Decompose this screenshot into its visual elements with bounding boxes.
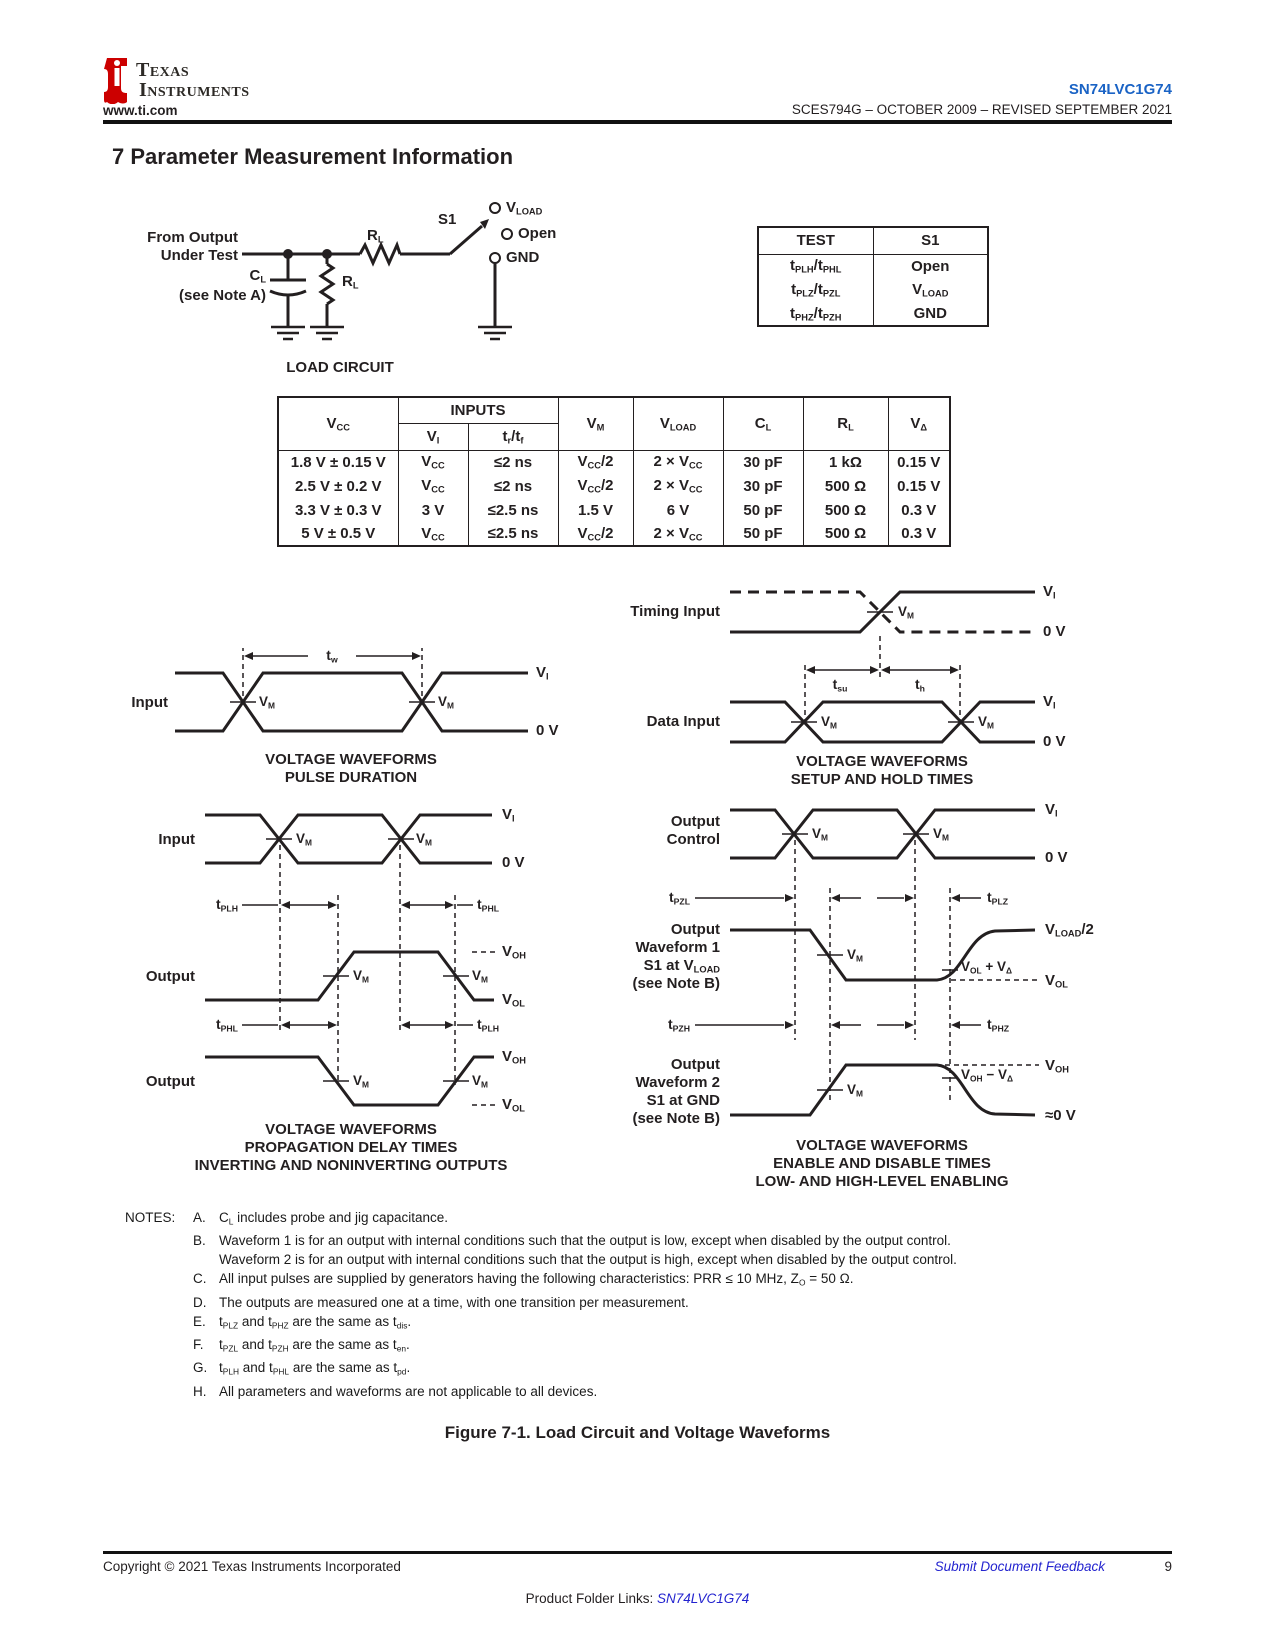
- table-cell: 0.3 V: [888, 522, 950, 546]
- note-letter: F.: [193, 1336, 204, 1352]
- cl-label: $C_L$: [249, 267, 266, 285]
- vm-label: $V_M$: [978, 714, 994, 731]
- vm-label: $V_M$: [259, 694, 275, 711]
- table-cell: 5 V ± 0.5 V: [301, 525, 376, 542]
- tphl-label: $t_{PHL}$: [477, 896, 500, 914]
- output-control-label-line2: Control: [666, 831, 720, 848]
- table-cell: ≤2 ns: [468, 450, 558, 474]
- notes-section: [125, 1208, 1170, 1401]
- table-cell: 3.3 V ± 0.3 V: [294, 501, 382, 519]
- vi-level-label: $V_I$: [536, 664, 549, 682]
- table-cell: 1 kΩ: [803, 450, 888, 474]
- submit-feedback-link[interactable]: Submit Document Feedback: [934, 1559, 1105, 1574]
- s1-pos-gnd-label: GND: [506, 249, 540, 266]
- vm-label: $V_M$: [438, 694, 454, 711]
- table-cell: 0.3 V: [888, 498, 950, 522]
- logo-brand-line1: Texas: [136, 59, 190, 81]
- voh-level-label: $V_{OH}$: [502, 943, 526, 961]
- load-circuit-diagram: [120, 192, 600, 387]
- table-cell: ≤2.5 ns: [468, 522, 558, 546]
- copyright-text: Copyright © 2021 Texas Instruments Incorporated: [103, 1559, 401, 1574]
- table-cell: 500 Ω: [803, 498, 888, 522]
- doc-revision-line: SCES794G – OCTOBER 2009 – REVISED SEPTEMBER 2021: [791, 102, 1172, 117]
- approx-zero-level-label: ≈0 V: [1045, 1107, 1076, 1124]
- vm-label: $V_M$: [296, 831, 312, 848]
- note-letter: A.: [193, 1210, 206, 1225]
- data-input-label: Data Input: [646, 713, 720, 730]
- tplh-label: $t_{PLH}$: [215, 896, 238, 914]
- vi-level-label: $V_I$: [1043, 583, 1056, 601]
- param-header-vcc: $V_{CC}$: [278, 397, 398, 450]
- page-number: 9: [1164, 1559, 1172, 1574]
- setup-hold-diagram: [615, 570, 1115, 795]
- waveform2-label-line4: (see Note B): [632, 1110, 720, 1127]
- table-cell: 50 pF: [723, 522, 803, 546]
- voh-level-label: $V_{OH}$: [1045, 1057, 1069, 1075]
- waveform2-label-line3: S1 at GND: [646, 1092, 720, 1109]
- waveform1-label-line1: Output: [670, 921, 720, 938]
- notes-label: NOTES:: [125, 1210, 176, 1225]
- param-header-vload: $V_{LOAD}$: [633, 397, 723, 450]
- ed-caption-line2: ENABLE AND DISABLE TIMES: [773, 1155, 991, 1172]
- vol-plus-vdelta-label: $V_{OL} + V_\Delta$: [961, 959, 1013, 976]
- note-letter: C.: [193, 1271, 207, 1287]
- note-text: $t_{PZL}$ and $t_{PZH}$ are the same as $t_{en}$.: [219, 1336, 410, 1354]
- waveform2-label-line2: Waveform 2: [635, 1074, 720, 1091]
- table-cell: $V_{CC}/2$: [558, 474, 633, 498]
- rl-shunt-label: $R_L$: [342, 273, 359, 291]
- note-text: All input pulses are supplied by generators having the following characteristics: PRR ≤ 10 MHz, $Z_O = 50$ Ω.: [219, 1271, 854, 1288]
- waveform2-label-line1: Output: [670, 1056, 720, 1073]
- note-letter: D.: [193, 1294, 207, 1310]
- vm-label: $V_M$: [353, 968, 369, 985]
- waveform1-label-line2: Waveform 1: [635, 939, 720, 956]
- pd-caption-line3: INVERTING AND NONINVERTING OUTPUTS: [194, 1157, 508, 1174]
- table-cell: 0.15 V: [888, 474, 950, 498]
- s1-label: S1: [438, 211, 457, 228]
- ed-caption-line3: LOW- AND HIGH-LEVEL ENABLING: [755, 1173, 1009, 1190]
- product-folder-line: [0, 1592, 1275, 1606]
- vm-label: $V_M$: [821, 714, 837, 731]
- setup-hold-caption-line2: SETUP AND HOLD TIMES: [790, 771, 974, 788]
- th-label: $t_h$: [915, 676, 925, 694]
- table-cell: 1.8 V ± 0.15 V: [290, 453, 386, 471]
- cl-note-label: (see Note A): [179, 287, 266, 304]
- voh-minus-vdelta-label: $V_{OH} - V_\Delta$: [961, 1067, 1013, 1084]
- vm-label: $V_M$: [353, 1073, 369, 1090]
- vol-level-label: $V_{OL}$: [502, 1096, 525, 1114]
- note-text: Waveform 1 is for an output with internal conditions such that the output is low, except when disabled by the output control.: [219, 1233, 951, 1249]
- zero-v-level-label: 0 V: [536, 722, 559, 739]
- pd-caption-line1: VOLTAGE WAVEFORMS: [265, 1121, 437, 1138]
- table-cell: ≤2.5 ns: [468, 498, 558, 522]
- tsu-label: $t_{su}$: [832, 676, 848, 694]
- table-cell: 500 Ω: [803, 522, 888, 546]
- vol-level-label: $V_{OL}$: [1045, 972, 1068, 990]
- note-text: Waveform 2 is for an output with internal conditions such that the output is high, except when disabled by the output control.: [219, 1252, 957, 1268]
- table-cell: 1.5 V: [558, 498, 633, 522]
- rl-series-label: $R_L$: [367, 227, 384, 245]
- product-folder-prefix: Product Folder Links:: [525, 1591, 654, 1606]
- footer-rule: [103, 1551, 1172, 1554]
- vm-label: $V_M$: [472, 1073, 488, 1090]
- test-table-header-test: TEST: [758, 227, 873, 254]
- table-cell: $V_{CC}/2$: [558, 450, 633, 474]
- param-header-trtf: $t_r/t_f$: [468, 423, 558, 450]
- table-cell: $2 \times V_{CC}$: [633, 474, 723, 498]
- header-rule: [103, 120, 1172, 124]
- figure-caption: Figure 7-1. Load Circuit and Voltage Waveforms: [444, 1423, 831, 1442]
- vi-level-label: $V_I$: [1043, 693, 1056, 711]
- timing-input-label: Timing Input: [630, 603, 720, 620]
- table-cell: 30 pF: [723, 474, 803, 498]
- param-header-vi: $V_I$: [398, 423, 468, 450]
- note-letter: B.: [193, 1233, 206, 1249]
- vload-half-level-label: $V_{LOAD}/2$: [1045, 921, 1094, 939]
- voh-level-label: $V_{OH}$: [502, 1048, 526, 1066]
- table-cell: Open: [873, 254, 988, 278]
- ti-logo-icon: [103, 56, 131, 104]
- enable-disable-svg: [615, 800, 1115, 1192]
- tpzh-label: $t_{PZH}$: [667, 1016, 690, 1034]
- note-letter: G.: [193, 1360, 208, 1376]
- from-output-label-line2: Under Test: [160, 247, 238, 264]
- note-text: All parameters and waveforms are not applicable to all devices.: [219, 1383, 598, 1399]
- pulse-caption-line1: VOLTAGE WAVEFORMS: [265, 751, 437, 768]
- table-cell: 0.15 V: [888, 450, 950, 474]
- table-cell: 6 V: [633, 498, 723, 522]
- waveform1-label-line3: S1 at $V_{LOAD}$: [643, 957, 720, 975]
- vm-label: $V_M$: [812, 826, 828, 843]
- note-text: $t_{PLH}$ and $t_{PHL}$ are the same as $t_{pd}$.: [219, 1360, 411, 1377]
- tplz-label: $t_{PLZ}$: [987, 889, 1009, 907]
- ed-caption-line1: VOLTAGE WAVEFORMS: [796, 1137, 968, 1154]
- table-cell: $V_{CC}$: [398, 450, 468, 474]
- note-text: The outputs are measured one at a time, with one transition per measurement.: [219, 1294, 689, 1310]
- table-cell: 3 V: [398, 498, 468, 522]
- pd-output1-label: Output: [145, 968, 195, 985]
- param-header-vdelta: $V_\Delta$: [888, 397, 950, 450]
- parameter-table: [277, 396, 951, 547]
- vi-level-label: $V_I$: [502, 806, 515, 824]
- zero-v-level-label: 0 V: [1043, 733, 1066, 750]
- note-text: $C_L$ includes probe and jig capacitance.: [219, 1210, 449, 1227]
- tpzl-label: $t_{PZL}$: [668, 889, 690, 907]
- param-header-vm: $V_M$: [558, 397, 633, 450]
- param-header-inputs: INPUTS: [398, 397, 558, 423]
- pd-caption-line2: PROPAGATION DELAY TIMES: [244, 1139, 458, 1156]
- table-cell: GND: [873, 302, 988, 326]
- vi-level-label: $V_I$: [1045, 801, 1058, 819]
- zero-v-level-label: 0 V: [502, 854, 525, 871]
- vm-label: $V_M$: [847, 947, 863, 964]
- tplh-label: $t_{PLH}$: [477, 1016, 500, 1034]
- table-cell: $V_{CC}$: [398, 474, 468, 498]
- setup-hold-caption-line1: VOLTAGE WAVEFORMS: [796, 753, 968, 770]
- table-cell: $V_{CC}/2$: [558, 522, 633, 546]
- load-circuit-caption: LOAD CIRCUIT: [286, 359, 394, 376]
- table-cell: ≤2 ns: [468, 474, 558, 498]
- s1-pos-open-label: Open: [518, 225, 557, 242]
- section-title: 7 Parameter Measurement Information: [112, 144, 514, 169]
- pd-output2-label: Output: [145, 1073, 195, 1090]
- table-cell: $2 \times V_{CC}$: [633, 522, 723, 546]
- zero-v-level-label: 0 V: [1045, 849, 1068, 866]
- tphl-label: $t_{PHL}$: [215, 1016, 238, 1034]
- table-cell: $2 \times V_{CC}$: [633, 450, 723, 474]
- pulse-input-label: Input: [131, 694, 168, 711]
- vol-level-label: $V_{OL}$: [502, 991, 525, 1009]
- pulse-duration-diagram: [120, 628, 582, 793]
- zero-v-level-label: 0 V: [1043, 623, 1066, 640]
- logo-brand-line2: Instruments: [139, 79, 250, 101]
- test-s1-table: [757, 226, 989, 327]
- pd-input-label: Input: [158, 831, 195, 848]
- enable-disable-diagram: [615, 800, 1115, 1192]
- waveform1-label-line4: (see Note B): [632, 975, 720, 992]
- table-cell: $t_{PLZ}/t_{PZL}$: [791, 281, 841, 299]
- table-cell: 50 pF: [723, 498, 803, 522]
- product-folder-link[interactable]: SN74LVC1G74: [657, 1591, 750, 1606]
- output-control-label-line1: Output: [670, 813, 720, 830]
- table-cell: 500 Ω: [803, 474, 888, 498]
- table-cell: $V_{LOAD}$: [873, 278, 988, 302]
- website-link[interactable]: www.ti.com: [103, 103, 178, 118]
- note-letter: H.: [193, 1383, 207, 1399]
- vm-label: $V_M$: [933, 826, 949, 843]
- part-number-link[interactable]: SN74LVC1G74: [1068, 81, 1172, 98]
- note-letter: E.: [193, 1313, 206, 1329]
- tphz-label: $t_{PHZ}$: [987, 1016, 1010, 1034]
- from-output-label-line1: From Output: [147, 229, 238, 246]
- pulse-caption-line2: PULSE DURATION: [284, 769, 418, 786]
- param-header-cl: $C_L$: [723, 397, 803, 450]
- vm-label: $V_M$: [472, 968, 488, 985]
- vm-label: $V_M$: [416, 831, 432, 848]
- vm-label: $V_M$: [847, 1082, 863, 1099]
- table-cell: $V_{CC}$: [398, 522, 468, 546]
- note-text: $t_{PLZ}$ and $t_{PHZ}$ are the same as $t_{dis}$.: [219, 1313, 412, 1330]
- tw-label: $t_w$: [326, 647, 338, 665]
- table-cell: 2.5 V ± 0.2 V: [294, 477, 382, 495]
- test-table-header-s1: S1: [873, 227, 988, 254]
- table-cell: 30 pF: [723, 450, 803, 474]
- s1-pos-vload-label: $V_{LOAD}$: [506, 199, 543, 217]
- table-cell: $t_{PLH}/t_{PHL}$: [790, 257, 842, 276]
- param-header-rl: $R_L$: [803, 397, 888, 450]
- vm-label: $V_M$: [898, 604, 914, 621]
- table-cell: $t_{PHZ}/t_{PZH}$: [790, 304, 842, 323]
- propagation-delay-diagram: [120, 800, 582, 1174]
